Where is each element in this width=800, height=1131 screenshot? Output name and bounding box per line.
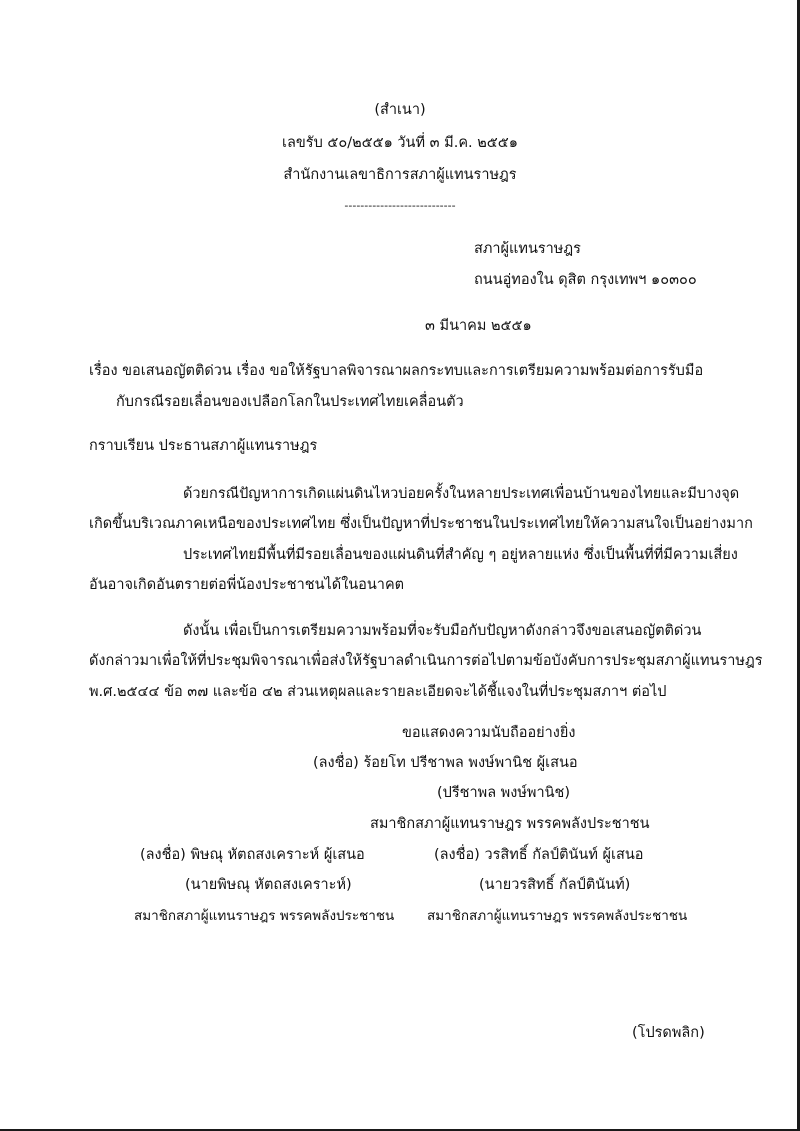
- body-p3-line2: ดังกล่าวมาเพื่อให้ที่ประชุมพิจารณาเพื่อส่งให้รัฐบาลดำเนินการต่อไปตามข้อบังคับการประชุมสภาผู้แทนราษฎร: [89, 653, 763, 669]
- address-line-1: สภาผู้แทนราษฎร: [474, 241, 581, 257]
- salutation: กราบเรียน ประธานสภาผู้แทนราษฎร: [89, 438, 318, 454]
- left-signatory-name: (นายพิษณุ หัตถสงเคราะห์): [185, 877, 352, 893]
- body-p1-line2: เกิดขึ้นบริเวณภาคเหนือของประเทศไทย ซึ่งเป็นปัญหาที่ประชาชนในประเทศไทยให้ความสนใจเป็นอย่างมาก: [89, 516, 753, 532]
- right-sign-line: (ลงชื่อ) วรสิทธิ์ กัลป์ตินันท์ ผู้เสนอ: [434, 847, 644, 863]
- body-p1-line1: ด้วยกรณีปัญหาการเกิดแผ่นดินไหวบ่อยครั้งในหลายประเทศเพื่อนบ้านของไทยและมีบางจุด: [183, 486, 740, 502]
- body-p3-line3: พ.ศ.๒๕๔๔ ข้อ ๓๗ และข้อ ๔๒ ส่วนเหตุผลและรายละเอียดจะได้ชี้แจงในที่ประชุมสภาฯ ต่อไป: [89, 684, 667, 700]
- right-signatory-position: สมาชิกสภาผู้แทนราษฎร พรรคพลังประชาชน: [427, 908, 688, 924]
- copy-mark: (สำเนา): [374, 102, 426, 118]
- body-p2-line1: ประเทศไทยมีพื้นที่มีรอยเลื่อนของแผ่นดินที่สำคัญ ๆ อยู่หลายแห่ง ซึ่งเป็นพื้นที่ที่มีความเสี่ยง: [183, 547, 738, 563]
- header-divider: ----------------------------: [344, 199, 456, 212]
- right-signatory-name: (นายวรสิทธิ์ กัลป์ตินันท์): [479, 877, 631, 893]
- letter-date: ๓ มีนาคม ๒๕๕๑: [425, 318, 532, 334]
- main-signatory-position: สมาชิกสภาผู้แทนราษฎร พรรคพลังประชาชน: [370, 816, 650, 832]
- closing-phrase: ขอแสดงความนับถืออย่างยิ่ง: [402, 725, 576, 741]
- turn-over-note: (โปรดพลิก): [632, 1025, 705, 1041]
- main-sign-line: (ลงชื่อ) ร้อยโท ปรีชาพล พงษ์พานิช ผู้เสนอ: [313, 755, 578, 771]
- body-p3-line1: ดังนั้น เพื่อเป็นการเตรียมความพร้อมที่จะรับมือกับปัญหาดังกล่าวจึงขอเสนอญัตติด่วน: [183, 623, 702, 639]
- receipt-line: เลขรับ ๕๐/๒๕๕๑ วันที่ ๓ มี.ค. ๒๕๕๑: [282, 135, 518, 151]
- left-signatory-position: สมาชิกสภาผู้แทนราษฎร พรรคพลังประชาชน: [134, 908, 395, 924]
- main-signatory-name: (ปรีชาพล พงษ์พานิช): [437, 785, 570, 801]
- office-name: สำนักงานเลขาธิการสภาผู้แทนราษฎร: [283, 167, 517, 183]
- body-p2-line2: อันอาจเกิดอันตรายต่อพี่น้องประชาชนได้ในอนาคต: [89, 577, 405, 593]
- subject-line-2: กับกรณีรอยเลื่อนของเปลือกโลกในประเทศไทยเคลื่อนตัว: [116, 394, 464, 410]
- subject-line-1: เรื่อง ขอเสนอญัตติด่วน เรื่อง ขอให้รัฐบาลพิจารณาผลกระทบและการเตรียมความพร้อมต่อการรับมือ: [89, 363, 704, 379]
- address-line-2: ถนนอู่ทองใน ดุสิต กรุงเทพฯ ๑๐๓๐๐: [474, 272, 697, 288]
- left-sign-line: (ลงชื่อ) พิษณุ หัตถสงเคราะห์ ผู้เสนอ: [140, 847, 365, 863]
